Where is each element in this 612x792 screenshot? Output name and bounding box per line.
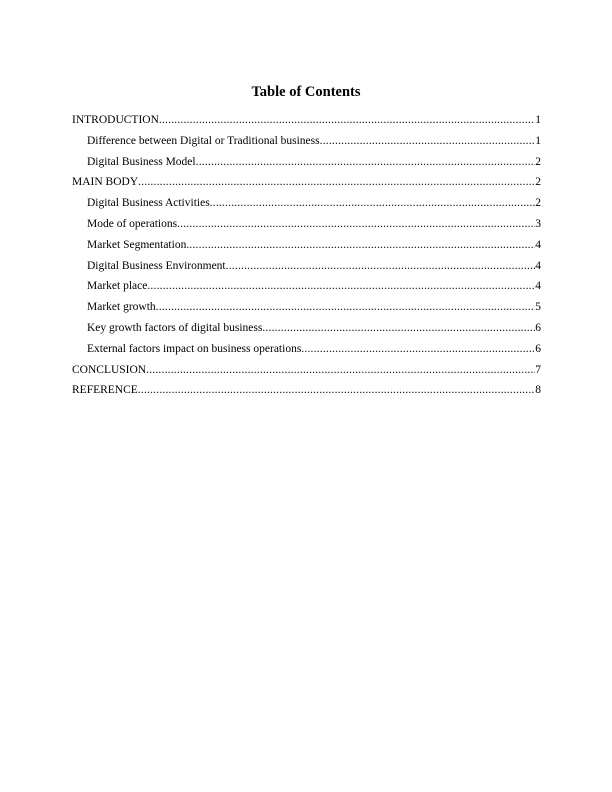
toc-dot-leader bbox=[159, 113, 535, 127]
toc-dot-leader bbox=[226, 259, 536, 273]
toc-entry-page: 2 bbox=[535, 155, 541, 168]
toc-dot-leader bbox=[210, 196, 536, 210]
toc-entry-page: 4 bbox=[535, 238, 541, 251]
toc-dot-leader bbox=[177, 217, 535, 231]
toc-entry[interactable] bbox=[72, 383, 541, 404]
toc-entry-page: 1 bbox=[535, 134, 541, 147]
toc-entry[interactable] bbox=[72, 238, 541, 259]
toc-entry[interactable] bbox=[72, 155, 541, 176]
toc-entry-label: Digital Business Activities bbox=[87, 197, 210, 210]
toc-dot-leader bbox=[301, 342, 535, 356]
toc-entry-label: Market place bbox=[87, 280, 148, 293]
toc-entry[interactable] bbox=[72, 279, 541, 300]
toc-entry[interactable] bbox=[72, 321, 541, 342]
toc-dot-leader bbox=[146, 363, 535, 377]
toc-entry-label: Key growth factors of digital business bbox=[87, 321, 263, 334]
toc-dot-leader bbox=[147, 279, 535, 293]
toc-entry-label: Digital Business Model bbox=[87, 155, 196, 168]
toc-entry-page: 6 bbox=[535, 321, 541, 334]
toc-entry-label: INTRODUCTION bbox=[72, 114, 159, 126]
toc-dot-leader bbox=[262, 321, 535, 335]
toc-entry-label: Difference between Digital or Traditional business bbox=[87, 134, 320, 147]
toc-entry[interactable] bbox=[72, 175, 541, 196]
toc-dot-leader bbox=[196, 155, 536, 169]
toc-entry-page: 7 bbox=[535, 363, 541, 376]
toc-entry-label: CONCLUSION bbox=[72, 363, 147, 376]
toc-entry-page: 1 bbox=[535, 114, 541, 126]
toc-entry-label: Market Segmentation bbox=[87, 238, 187, 251]
toc-dot-leader bbox=[186, 238, 535, 252]
toc-entry-page: 4 bbox=[535, 280, 541, 293]
toc-entry-page: 2 bbox=[535, 176, 541, 189]
toc-entry[interactable] bbox=[72, 196, 541, 217]
toc-entry[interactable] bbox=[72, 217, 541, 238]
toc-entry-page: 3 bbox=[535, 217, 541, 230]
toc-entry[interactable] bbox=[72, 300, 541, 321]
toc-entry-page: 2 bbox=[535, 197, 541, 210]
toc-entry[interactable] bbox=[72, 342, 541, 363]
toc-entry[interactable] bbox=[72, 259, 541, 280]
toc-dot-leader bbox=[320, 134, 536, 148]
toc-entry-page: 8 bbox=[535, 384, 541, 397]
toc-entry-label: Digital Business Environment bbox=[87, 259, 226, 272]
toc-entry-label: Mode of operations bbox=[87, 217, 178, 230]
toc-entry-page: 5 bbox=[535, 301, 541, 314]
toc-entry-label: MAIN BODY bbox=[72, 176, 139, 189]
toc-entry-page: 4 bbox=[535, 259, 541, 272]
toc-dot-leader bbox=[138, 175, 535, 189]
toc-title: Table of Contents bbox=[251, 84, 361, 100]
toc-entry[interactable] bbox=[72, 113, 541, 134]
toc-entry-label: External factors impact on business operations bbox=[87, 342, 302, 355]
toc-entry-label: Market growth bbox=[87, 301, 156, 314]
toc-list bbox=[72, 113, 541, 404]
toc-entry[interactable] bbox=[72, 363, 541, 384]
toc-dot-leader bbox=[138, 383, 535, 397]
toc-entry-label: REFERENCE bbox=[72, 384, 138, 397]
toc-entry-page: 6 bbox=[535, 342, 541, 355]
toc-entry[interactable] bbox=[72, 134, 541, 155]
toc-dot-leader bbox=[156, 300, 536, 314]
